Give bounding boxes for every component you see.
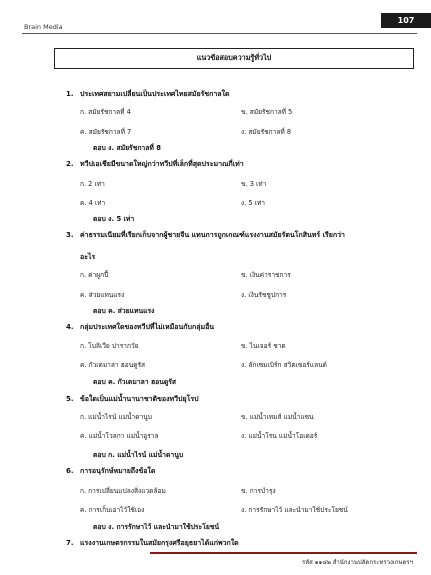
answer-option: ก. การเปลี่ยนแปลงสิ่งแวดล้อม — [80, 487, 166, 495]
question-number: 7. — [66, 539, 74, 547]
answer-option: ค. 4 เท่า — [80, 199, 106, 207]
question-6 — [66, 466, 155, 477]
question-number: 5. — [66, 395, 74, 403]
question-text: การอนุรักษ์หมายถึงข้อใด — [80, 467, 156, 475]
footer-divider — [150, 552, 417, 554]
answer-option: ง. เงินรัชชูปการ — [241, 291, 287, 299]
page-title: แนวข้อสอบความรู้ทั่วไป — [54, 48, 414, 69]
question-number: 3. — [66, 231, 74, 239]
answer-option: ค. กัวเตมาลา ฮอนดูรัส — [80, 361, 146, 369]
question-number: 4. — [66, 323, 74, 331]
question-5 — [66, 394, 199, 405]
answer-option: ก. สมัยรัชกาลที่ 4 — [80, 108, 131, 116]
question-2 — [66, 159, 244, 170]
question-number: 1. — [66, 90, 74, 98]
answer-option: ง. 5 เท่า — [241, 199, 266, 207]
question-3 — [66, 230, 345, 241]
question-7 — [66, 538, 239, 549]
answer-option: ก. ค่าผูกปี้ — [80, 271, 109, 279]
answer-option: ก. แม่น้ำไรน์ แม่น้ำดานูบ — [80, 413, 152, 421]
answer-option: ง. ลักเซมเบิร์ก สวิตเซอร์แลนด์ — [241, 361, 327, 369]
header-publisher: Brain Media — [24, 23, 63, 31]
question-text: ประเทศสยามเปลี่ยนเป็นประเทศไทยสมัยรัชกาลใด — [80, 90, 230, 98]
answer-option: ค. แม่น้ำโวลกา แม่น้ำอูราล — [80, 432, 159, 440]
answer-option: ก. 2 เท่า — [80, 180, 105, 188]
answer-option: ค. การเก็บเอาไว้ใช้เอง — [80, 506, 145, 514]
answer-key: ตอบ ง. 5 เท่า — [93, 215, 135, 223]
question-text: แรงงานเกษตรกรรมในสมัยกรุงศรีอยุธยาได้แก่พวกใด — [80, 539, 239, 547]
answer-key: ตอบ ก. แม่น้ำไรน์ แม่น้ำดานูบ — [93, 451, 184, 459]
answer-option: ง. สมัยรัชกาลที่ 8 — [241, 128, 292, 136]
answer-key: ตอบ ค. กัวเตมาลา ฮอนดูรัส — [93, 378, 177, 386]
answer-key: ตอบ ง. การรักษาไว้ และนำมาใช้ประโยชน์ — [93, 523, 220, 531]
answer-option: ง. แม่น้ำโรน แม่น้ำโอเดอร์ — [241, 432, 318, 440]
question-number: 6. — [66, 467, 74, 475]
question-4 — [66, 322, 214, 333]
question-text: ข้อใดเป็นแม่น้ำนานาชาติของทวีปยุโรป — [80, 395, 199, 403]
footer-text: รหัส ๑๑๔๒ สำนักงานปลัดกระทรวงเกษตรฯ — [302, 559, 413, 566]
answer-option: ค. ส่วยแทนแรง — [80, 291, 125, 299]
answer-option: ข. แม่น้ำเทมส์ แม่น้ำแซน — [241, 413, 314, 421]
answer-option: ข. ไนเจอร์ ชาด — [241, 342, 286, 350]
question-number: 2. — [66, 160, 74, 168]
header-divider — [22, 33, 417, 34]
question-1 — [66, 89, 230, 100]
question-text: ทวีปเอเชียมีขนาดใหญ่กว่าทวีปที่เล็กที่สุดประมาณกี่เท่า — [80, 160, 244, 168]
question-text-continued: อะไร — [80, 253, 96, 261]
answer-option: ข. สมัยรัชกาลที่ 5 — [241, 108, 293, 116]
page-number: 107 — [381, 13, 431, 28]
answer-key: ตอบ ง. สมัยรัชกาลที่ 8 — [93, 144, 161, 152]
question-text: ค่าธรรมเนียมที่เรียกเก็บจากผู้ชายจีน แทนการถูกเกณฑ์แรงงานสมัยรัตนโกสินทร์ เรียกว่า — [80, 231, 345, 239]
answer-option: ข. การบำรุง — [241, 487, 276, 495]
answer-key: ตอบ ค. ส่วยแทนแรง — [93, 307, 155, 315]
question-text: กลุ่มประเทศใดของทวีปที่ไม่เหมือนกับกลุ่มอื่น — [80, 323, 215, 331]
answer-option: ง. การรักษาไว้ และนำมาใช้ประโยชน์ — [241, 506, 348, 514]
answer-option: ค. สมัยรัชกาลที่ 7 — [80, 128, 132, 136]
answer-option: ข. 3 เท่า — [241, 180, 267, 188]
answer-option: ข. เงินค่าราชการ — [241, 271, 291, 279]
answer-option: ก. โบลิเวีย ปารากวัย — [80, 342, 139, 350]
